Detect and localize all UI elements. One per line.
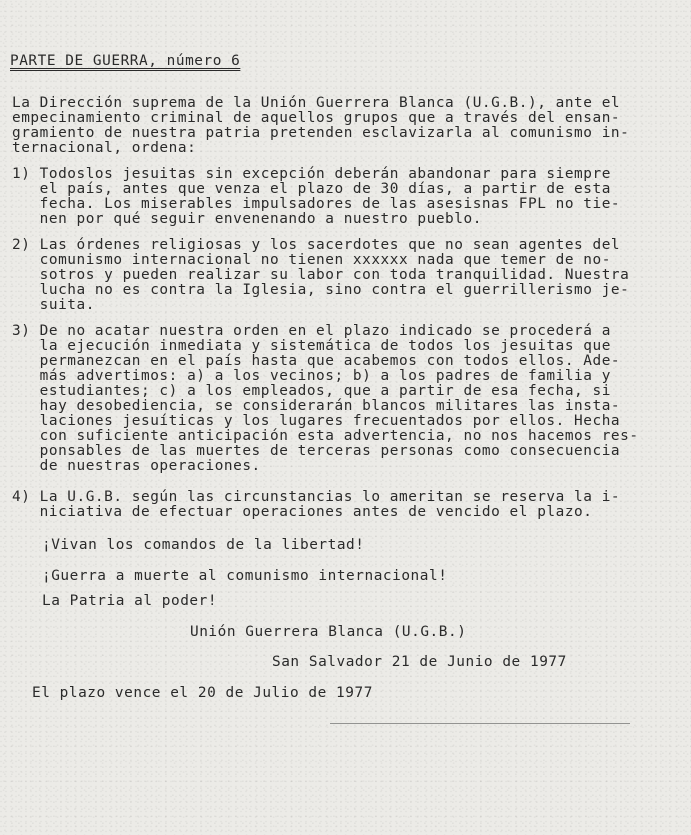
item-1-line: 1) Todoslos jesuitas sin excepción deberán abandonar para siempre (12, 166, 611, 182)
deadline-note: El plazo vence el 20 de Julio de 1977 (32, 685, 373, 701)
intro-line: ternacional, ordena: (12, 140, 197, 156)
item-3-line: laciones jesuíticas y los lugares frecuentados por ellos. Hecha (12, 413, 621, 429)
intro-line: empecinamiento criminal de aquellos grupos que a través del ensan- (12, 110, 621, 126)
signature: Unión Guerrera Blanca (U.G.B.) (190, 624, 467, 640)
item-4-line: niciativa de efectuar operaciones antes de vencido el plazo. (12, 504, 593, 520)
item-3-line: con suficiente anticipación esta advertencia, no nos hacemos res- (12, 428, 639, 444)
item-2-line: suita. (12, 297, 95, 313)
item-2-line: 2) Las órdenes religiosas y los sacerdotes que no sean agentes del (12, 237, 621, 253)
intro-line: gramiento de nuestra patria pretenden esclavizarla al comunismo in- (12, 125, 630, 141)
item-2-line: lucha no es contra la Iglesia, sino contra el guerrillerismo je- (12, 282, 630, 298)
item-1-line: nen por qué seguir envenenando a nuestro pueblo. (12, 211, 482, 227)
document-title: PARTE DE GUERRA, número 6 (10, 53, 241, 69)
item-3-line: ponsables de las muertes de terceras personas como consecuencia (12, 443, 621, 459)
item-2-line: comunismo internacional no tienen xxxxxx nada que temer de no- (12, 252, 611, 268)
slogan-line: La Patria al poder! (42, 593, 218, 609)
item-3-line: 3) De no acatar nuestra orden en el plazo indicado se procederá a (12, 323, 611, 339)
item-3-line: estudiantes; c) a los empleados, que a partir de esa fecha, si (12, 383, 611, 399)
slogan-line: ¡Vivan los comandos de la libertad! (42, 537, 365, 553)
item-1-line: fecha. Los miserables impulsadores de las asesisnas FPL no tie- (12, 196, 621, 212)
item-3-line: más advertimos: a) a los vecinos; b) a los padres de familia y (12, 368, 611, 384)
item-3-line: hay desobediencia, se considerarán blancos militares las insta- (12, 398, 621, 414)
item-3-line: la ejecución inmediata y sistemática de todos los jesuitas que (12, 338, 611, 354)
faint-rule-line (330, 723, 630, 724)
intro-line: La Dirección suprema de la Unión Guerrera Blanca (U.G.B.), ante el (12, 95, 621, 111)
place-date: San Salvador 21 de Junio de 1977 (272, 654, 567, 670)
item-3-line: permanezcan en el país hasta que acabemos con todos ellos. Ade- (12, 353, 621, 369)
slogan-line: ¡Guerra a muerte al comunismo internacional! (42, 568, 448, 584)
item-4-line: 4) La U.G.B. según las circunstancias lo ameritan se reserva la i- (12, 489, 621, 505)
item-2-line: sotros y pueden realizar su labor con toda tranquilidad. Nuestra (12, 267, 630, 283)
item-3-line: de nuestras operaciones. (12, 458, 261, 474)
item-1-line: el país, antes que venza el plazo de 30 días, a partir de esta (12, 181, 611, 197)
